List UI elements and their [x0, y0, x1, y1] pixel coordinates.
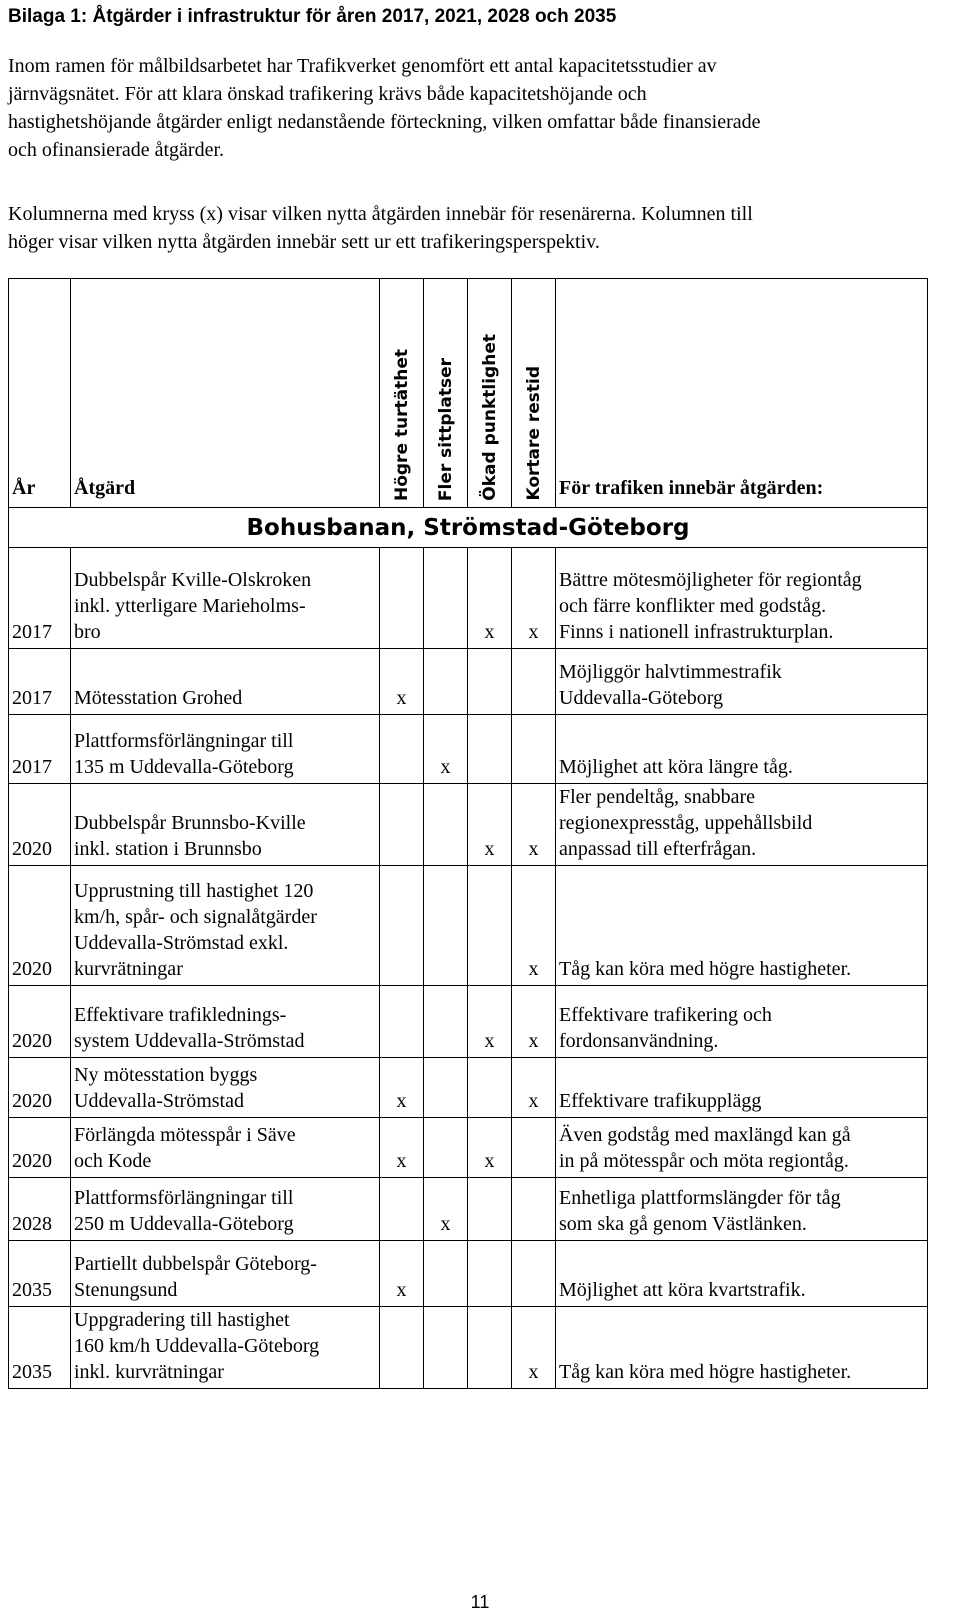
row-mark-turtathet [380, 1307, 424, 1389]
note-paragraph: Kolumnerna med kryss (x) visar vilken nytta åtgärden innebär för resenärerna. Kolumnen till höger visar vilken nytta åtgärden innebär sett ur ett trafikeringsperspektiv. [8, 203, 753, 253]
row-mark-punktlighet [468, 1178, 512, 1241]
section-title: Bohusbanan, Strömstad-Göteborg [9, 508, 928, 548]
row-mark-restid [512, 715, 556, 784]
row-mark-punktlighet: x [468, 1118, 512, 1178]
header-benefit-4 [512, 279, 556, 508]
row-mark-turtathet: x [380, 1118, 424, 1178]
row-mark-punktlighet [468, 1241, 512, 1307]
header-benefit-3 [468, 279, 512, 508]
page-number: 11 [470, 1592, 490, 1612]
row-mark-restid [512, 1241, 556, 1307]
table-row [9, 986, 928, 1058]
row-effect: Enhetliga plattformslängder för tåg som ska gå genom Västlänken. [556, 1178, 928, 1241]
measures-table [8, 278, 928, 1389]
row-effect: Fler pendeltåg, snabbare regionexpresståg, uppehållsbild anpassad till efterfrågan. [556, 784, 928, 866]
row-year: 2017 [9, 649, 71, 715]
row-mark-sittplatser [424, 1241, 468, 1307]
header-benefit-3-label: Ökad punktlighet [479, 334, 500, 501]
table-row [9, 784, 928, 866]
row-mark-restid [512, 649, 556, 715]
row-mark-punktlighet [468, 715, 512, 784]
table-row [9, 649, 928, 715]
row-effect: Tåg kan köra med högre hastigheter. [556, 1307, 928, 1389]
row-mark-sittplatser [424, 649, 468, 715]
row-mark-restid: x [512, 1307, 556, 1389]
header-effect: För trafiken innebär åtgärden: [556, 279, 928, 508]
row-effect: Bättre mötesmöjligheter för regiontåg och färre konflikter med godståg. Finns i nationell infrastrukturplan. [556, 548, 928, 649]
table-row [9, 866, 928, 986]
row-action: Plattformsförlängningar till 250 m Uddevalla-Göteborg [71, 1178, 380, 1241]
row-mark-turtathet [380, 986, 424, 1058]
row-action: Mötesstation Grohed [71, 649, 380, 715]
row-year: 2020 [9, 1058, 71, 1118]
row-mark-sittplatser: x [424, 1178, 468, 1241]
row-mark-sittplatser [424, 866, 468, 986]
table-row [9, 715, 928, 784]
row-mark-punktlighet: x [468, 986, 512, 1058]
row-mark-sittplatser [424, 1058, 468, 1118]
table-row [9, 1307, 928, 1389]
row-year: 2035 [9, 1307, 71, 1389]
row-mark-turtathet [380, 784, 424, 866]
row-mark-turtathet [380, 548, 424, 649]
row-mark-restid: x [512, 866, 556, 986]
table-row [9, 1058, 928, 1118]
table-row [9, 548, 928, 649]
row-action: Effektivare trafiklednings- system Uddevalla-Strömstad [71, 986, 380, 1058]
table-row [9, 1241, 928, 1307]
row-action: Upprustning till hastighet 120 km/h, spår- och signalåtgärder Uddevalla-Strömstad exkl. kurvrätningar [71, 866, 380, 986]
row-mark-punktlighet [468, 1058, 512, 1118]
row-mark-punktlighet [468, 649, 512, 715]
row-year: 2020 [9, 784, 71, 866]
section-row [9, 508, 928, 548]
intro-paragraph: Inom ramen för målbildsarbetet har Trafikverket genomfört ett antal kapacitetsstudier av järnvägsnätet. För att klara önskad trafikering krävs både kapacitetshöjande och hastighetshöjande åtgärder enligt nedanstående förteckning, vilken omfattar både finansierade och ofinansierade åtgärder. [8, 55, 761, 161]
header-benefit-2-label: Fler sittplatser [435, 357, 456, 501]
table-header-row [9, 279, 928, 508]
row-mark-restid: x [512, 784, 556, 866]
row-effect: Möjliggör halvtimmestrafik Uddevalla-Göteborg [556, 649, 928, 715]
row-mark-punktlighet: x [468, 548, 512, 649]
row-action: Dubbelspår Brunnsbo-Kville inkl. station i Brunnsbo [71, 784, 380, 866]
row-action: Förlängda mötesspår i Säve och Kode [71, 1118, 380, 1178]
row-mark-turtathet [380, 1178, 424, 1241]
row-mark-restid: x [512, 1058, 556, 1118]
row-year: 2020 [9, 986, 71, 1058]
row-year: 2020 [9, 1118, 71, 1178]
table-row [9, 1118, 928, 1178]
row-year: 2028 [9, 1178, 71, 1241]
row-effect: Möjlighet att köra kvartstrafik. [556, 1241, 928, 1307]
row-mark-restid: x [512, 548, 556, 649]
header-benefit-4-label: Kortare restid [523, 366, 544, 501]
row-year: 2035 [9, 1241, 71, 1307]
row-year: 2020 [9, 866, 71, 986]
row-mark-punktlighet: x [468, 784, 512, 866]
row-mark-turtathet [380, 866, 424, 986]
row-mark-turtathet [380, 715, 424, 784]
row-effect: Möjlighet att köra längre tåg. [556, 715, 928, 784]
row-mark-punktlighet [468, 866, 512, 986]
row-mark-turtathet: x [380, 1241, 424, 1307]
row-year: 2017 [9, 548, 71, 649]
row-effect: Effektivare trafikering och fordonsanvändning. [556, 986, 928, 1058]
row-mark-restid [512, 1178, 556, 1241]
header-benefit-1-label: Högre turtäthet [391, 348, 412, 501]
row-action: Ny mötesstation byggs Uddevalla-Strömstad [71, 1058, 380, 1118]
row-effect: Effektivare trafikupplägg [556, 1058, 928, 1118]
row-action: Uppgradering till hastighet 160 km/h Uddevalla-Göteborg inkl. kurvrätningar [71, 1307, 380, 1389]
row-mark-restid [512, 1118, 556, 1178]
table-row [9, 1178, 928, 1241]
row-mark-sittplatser: x [424, 715, 468, 784]
row-mark-sittplatser [424, 548, 468, 649]
header-year: År [9, 279, 71, 508]
header-benefit-1 [380, 279, 424, 508]
row-mark-sittplatser [424, 986, 468, 1058]
row-mark-punktlighet [468, 1307, 512, 1389]
row-mark-sittplatser [424, 1307, 468, 1389]
row-effect: Även godståg med maxlängd kan gå in på mötesspår och möta regiontåg. [556, 1118, 928, 1178]
page-heading: Bilaga 1: Åtgärder i infrastruktur för åren 2017, 2021, 2028 och 2035 [8, 6, 617, 27]
row-year: 2017 [9, 715, 71, 784]
row-mark-restid: x [512, 986, 556, 1058]
row-mark-turtathet: x [380, 1058, 424, 1118]
row-mark-sittplatser [424, 784, 468, 866]
row-effect: Tåg kan köra med högre hastigheter. [556, 866, 928, 986]
row-mark-sittplatser [424, 1118, 468, 1178]
header-benefit-2 [424, 279, 468, 508]
header-action: Åtgärd [71, 279, 380, 508]
row-action: Partiellt dubbelspår Göteborg- Stenungsund [71, 1241, 380, 1307]
row-action: Plattformsförlängningar till 135 m Uddevalla-Göteborg [71, 715, 380, 784]
row-mark-turtathet: x [380, 649, 424, 715]
row-action: Dubbelspår Kville-Olskroken inkl. ytterligare Marieholms- bro [71, 548, 380, 649]
